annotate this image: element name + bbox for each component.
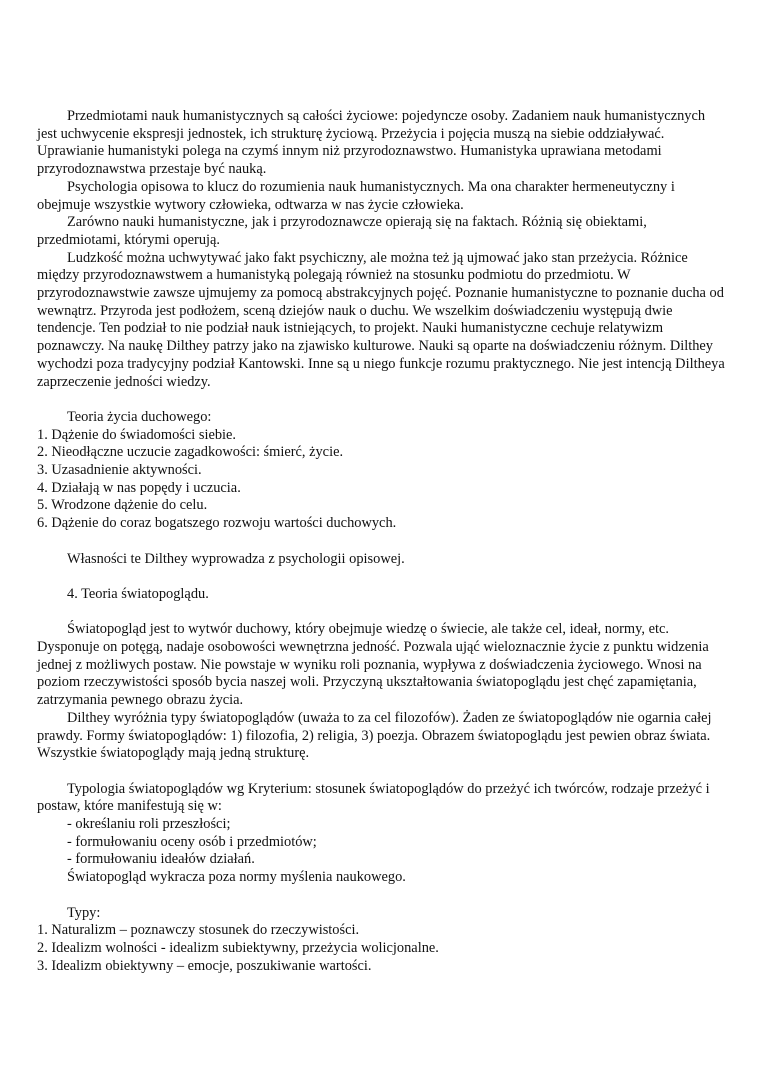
document-page [37, 108, 727, 975]
life-theory-item: 2. Nieodłączne uczucie zagadkowości: śmierć, życie. [37, 444, 344, 461]
life-theory-heading: Teoria życia duchowego: [67, 408, 212, 425]
typology-item: - formułowaniu oceny osób i przedmiotów; [67, 833, 317, 850]
spacer [37, 533, 727, 551]
paragraph-typology-intro: Typologia światopoglądów wg Kryterium: stosunek światopoglądów do przeżyć ich twórców, rodzaje przeżyć i postaw, które manifestują się w: [37, 780, 710, 815]
life-theory-item: 4. Działają w nas popędy i uczucia. [37, 479, 241, 496]
paragraph-facts: Zarówno nauki humanistyczne, jak i przyrodoznawcze opierają się na faktach. Różnią się obiektami, przedmiotami, którymi operują. [37, 214, 647, 248]
life-theory-item: 6. Dążenie do coraz bogatszego rozwoju wartości duchowych. [37, 515, 397, 532]
life-theory-item: 1. Dążenie do świadomości siebie. [37, 426, 237, 443]
paragraph-descriptive-psychology: Psychologia opisowa to klucz do rozumienia nauk humanistycznych. Ma ona charakter hermeneutyczny i obejmuje wszystkie wytwory człowieka, odtwarza w nas życie człowieka. [37, 178, 675, 213]
typology-item: - określaniu roli przeszłości; [67, 816, 231, 833]
life-theory-item: 3. Uzasadnienie aktywności. [37, 462, 202, 479]
section-heading-worldview: 4. Teoria światopoglądu. [67, 585, 209, 602]
spacer [37, 391, 727, 409]
life-theory-closing: Własności te Dilthey wyprowadza z psychologii opisowej. [67, 550, 405, 567]
paragraph-worldview-definition: Światopogląd jest to wytwór duchowy, który obejmuje wiedzę o świecie, ale także cel, ideał, normy, etc. Dysponuje on potęgą, nadaje osobowości wewnętrzna jedność. Pozwala ująć wieloznacznie życie z punktu widzenia jednej z możliwych postaw. Nie powstaje w wyniku roli poznania, wypływa z doświadczenia życiowego. Wnosi na poziom rzeczywistości sposób bycia naszej woli. Przyczyną ukształtowania światopoglądu jest chęć zapamiętania, zatrzymania pewnego obrazu życia. [37, 621, 709, 709]
typology-item: - formułowaniu ideałów działań. [67, 851, 255, 868]
types-item: 2. Idealizm wolności - idealizm subiektywny, przeżycia wolicjonalne. [37, 939, 439, 956]
life-theory-item: 5. Wrodzone dążenie do celu. [37, 497, 208, 514]
spacer [37, 763, 727, 781]
types-item: 3. Idealizm obiektywny – emocje, poszukiwanie wartości. [37, 957, 372, 974]
spacer [37, 604, 727, 622]
spacer [37, 887, 727, 905]
paragraph-humanity: Ludzkość można uchwytywać jako fakt psychiczny, ale można też ją ujmować jako stan przeżycia. Różnice między przyrodoznawstwem a humanistyką polegają również na stosunku podmiotu do przedmiotu. W przyrodoznawstwie zawsze ujmujemy za pomocą abstrakcyjnych pojęć. Poznanie humanistyczne to poznanie ducha od wewnątrz. Przyroda jest podłożem, sceną dziejów nauk o duchu. We wszelkim doświadczeniu występują dwie tendencje. Ten podział to nie podział nauk istniejących, to projekt. Nauki humanistyczne cechuje relatywizm poznawczy. Na naukę Dilthey patrzy jako na zjawisko kulturowe. Nauki są oparte na doświadczeniu różnym. Dilthey wychodzi poza tradycyjny podział Kantowski. Inne są u niego funkcje rozumu praktycznego. Nie jest intencją Diltheya zaprzeczenie jedności wiedzy. [37, 249, 725, 390]
spacer [37, 568, 727, 586]
types-heading: Typy: [67, 904, 101, 921]
paragraph-worldview-types: Dilthey wyróżnia typy światopoglądów (uważa to za cel filozofów). Żaden ze światopoglądów nie ogarnia całej prawdy. Formy światopoglądów: 1) filozofia, 2) religia, 3) poezja. Obrazem światopoglądu jest pewien obraz świata. Wszystkie światopoglądy mają jedną strukturę. [37, 709, 712, 762]
types-item: 1. Naturalizm – poznawczy stosunek do rzeczywistości. [37, 922, 360, 939]
typology-closing: Światopogląd wykracza poza normy myślenia naukowego. [67, 869, 406, 886]
paragraph-human-sciences-objects: Przedmiotami nauk humanistycznych są całości życiowe: pojedyncze osoby. Zadaniem nauk humanistycznych jest uchwycenie ekspresji jednostek, ich strukturę życiową. Przeżycia i pojęcia muszą na siebie oddziaływać. Uprawianie humanistyki polega na czymś innym niż przyrodoznawstwo. Humanistyka uprawiana metodami przyrodoznawstwa przestaje być nauką. [37, 108, 706, 178]
